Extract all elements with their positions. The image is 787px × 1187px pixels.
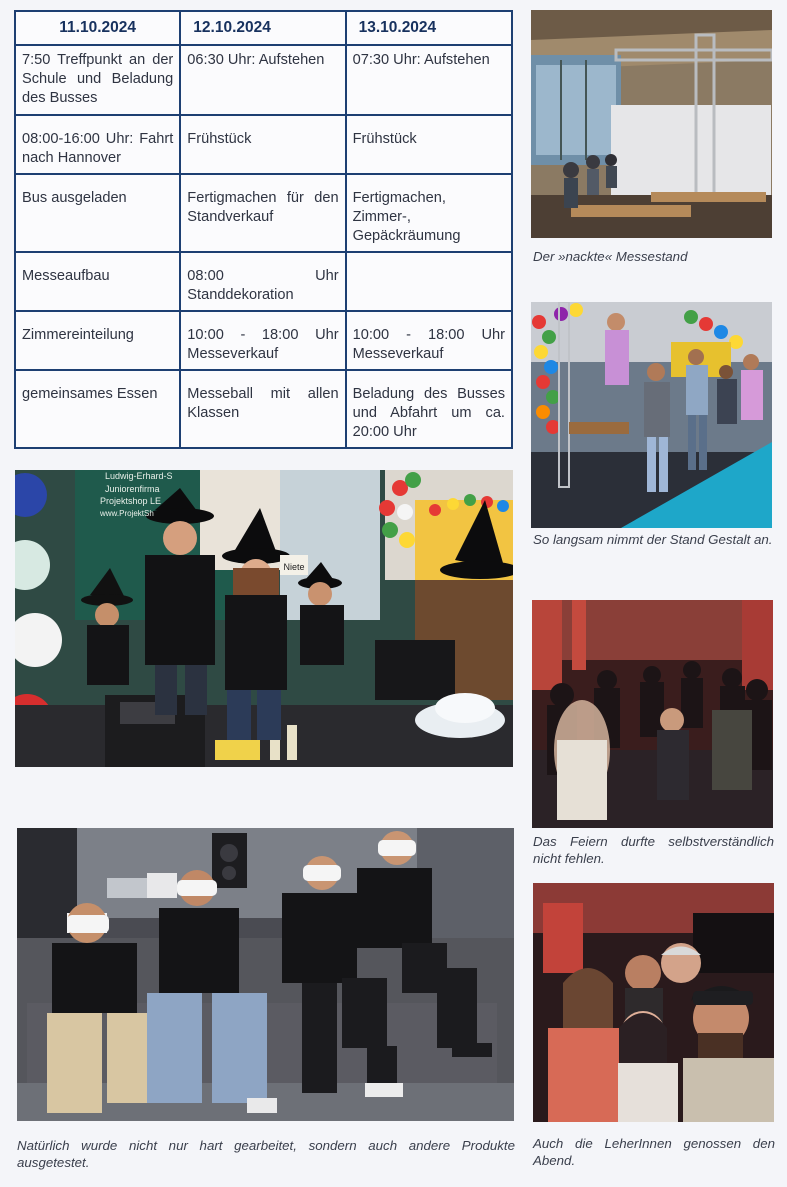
- photo-vr-testing: [17, 828, 514, 1121]
- schedule-cell: Fertigmachen für den Standverkauf: [180, 174, 345, 252]
- schedule-cell: Zimmereinteilung: [15, 311, 180, 370]
- table-row: [15, 311, 512, 370]
- caption-party: Das Feiern durfte selbstverständlich nicht fehlen.: [533, 834, 774, 866]
- schedule-cell: Messeball mit allen Klassen: [180, 370, 345, 448]
- booth-sign-line3: Projektshop LE: [100, 496, 162, 506]
- photo-stand-shape: [531, 302, 772, 528]
- schedule-header-day2: 12.10.2024: [180, 11, 345, 45]
- schedule-cell: 10:00 - 18:00 Uhr Messeverkauf: [346, 311, 512, 370]
- schedule-cell: Frühstück: [180, 115, 345, 174]
- caption-teachers: Auch die LeherInnen genossen den Abend.: [533, 1136, 775, 1168]
- table-row: [15, 115, 512, 174]
- schedule-cell: [346, 252, 512, 311]
- caption-vr: Natürlich wurde nicht nur hart gearbeitet, sondern auch andere Produkte ausgetestet.: [17, 1138, 515, 1170]
- table-row: [15, 370, 512, 448]
- schedule-cell: 06:30 Uhr: Aufstehen: [180, 45, 345, 115]
- schedule-cell: Beladung des Busses und Abfahrt um ca. 20:00 Uhr: [346, 370, 512, 448]
- photo-booth-team: [15, 470, 513, 767]
- schedule-cell: Frühstück: [346, 115, 512, 174]
- schedule-cell: gemeinsames Essen: [15, 370, 180, 448]
- schedule-header-row: [15, 11, 512, 45]
- booth-sign-line1: Ludwig-Erhard-S: [105, 471, 173, 481]
- schedule-cell: Bus ausgeladen: [15, 174, 180, 252]
- schedule-cell: 08:00 Uhr Standdekoration: [180, 252, 345, 311]
- schedule-cell: 08:00-16:00 Uhr: Fahrt nach Hannover: [15, 115, 180, 174]
- booth-price-tag: Niete: [283, 562, 305, 572]
- table-row: [15, 174, 512, 252]
- booth-sign-line2: Juniorenfirma: [105, 484, 160, 494]
- photo-party: [532, 600, 773, 828]
- schedule-cell: Messeaufbau: [15, 252, 180, 311]
- table-row: [15, 252, 512, 311]
- schedule-header-day1: 11.10.2024: [15, 11, 180, 45]
- schedule-header-day3: 13.10.2024: [346, 11, 512, 45]
- schedule-table: [14, 10, 513, 449]
- photo-empty-stand: [531, 10, 772, 238]
- schedule-cell: 07:30 Uhr: Aufstehen: [346, 45, 512, 115]
- photo-teachers: [533, 883, 774, 1122]
- table-row: [15, 45, 512, 115]
- caption-stand-shape: So langsam nimmt der Stand Gestalt an.: [533, 532, 773, 547]
- booth-sign-line4: www.ProjektSh: [100, 509, 154, 518]
- caption-empty-stand: Der »nackte« Messestand: [533, 249, 688, 264]
- schedule-cell: 7:50 Treffpunkt an der Schule und Beladung des Busses: [15, 45, 180, 115]
- schedule-cell: 10:00 - 18:00 Uhr Messeverkauf: [180, 311, 345, 370]
- schedule-cell: Fertigmachen, Zimmer-, Gepäckräumung: [346, 174, 512, 252]
